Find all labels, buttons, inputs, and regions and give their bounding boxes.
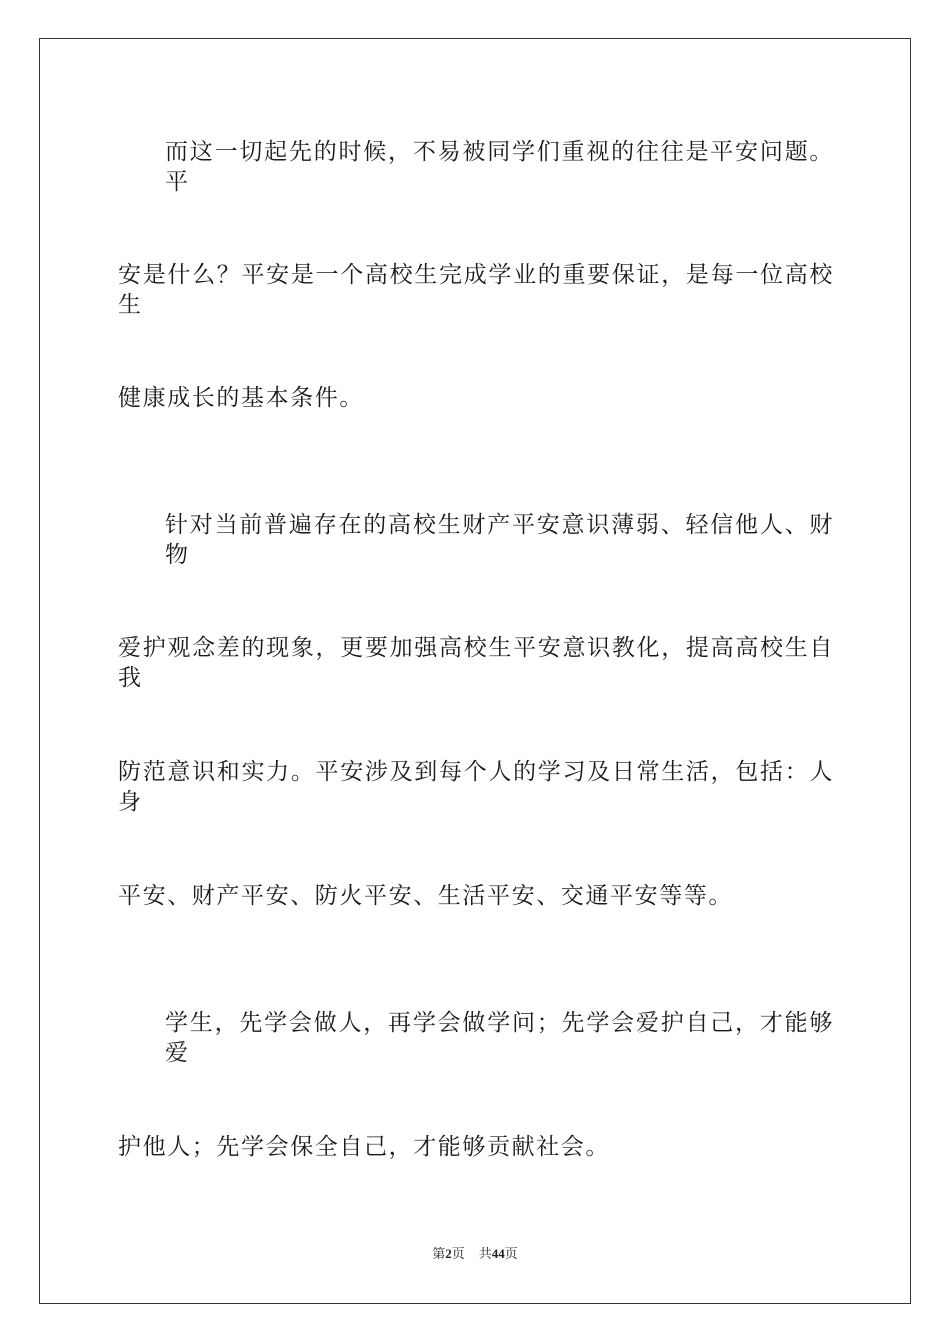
footer-total-pages: 44 bbox=[491, 1246, 505, 1261]
paragraph-2-line-4: 平安、财产平安、防火平安、生活平安、交通平安等等。 bbox=[118, 883, 733, 909]
footer-page-prefix: 第 bbox=[432, 1246, 446, 1261]
paragraph-1-line-3: 健康成长的基本条件。 bbox=[118, 385, 364, 411]
page-footer bbox=[0, 1245, 950, 1263]
footer-page-suffix: 页 bbox=[451, 1246, 465, 1261]
paragraph-2-line-3: 防范意识和实力。平安涉及到每个人的学习及日常生活，包括：人身 bbox=[118, 759, 834, 815]
paragraph-2-line-1: 针对当前普遍存在的高校生财产平安意识薄弱、轻信他人、财物 bbox=[165, 512, 834, 568]
footer-total-suffix: 页 bbox=[504, 1246, 518, 1261]
paragraph-2-line-2: 爱护观念差的现象，更要加强高校生平安意识教化，提高高校生自我 bbox=[118, 635, 834, 691]
paragraph-1-line-1: 而这一切起先的时候，不易被同学们重视的往往是平安问题。平 bbox=[165, 139, 834, 195]
paragraph-3-line-1: 学生，先学会做人，再学会做学问；先学会爱护自己，才能够爱 bbox=[165, 1010, 834, 1066]
footer-page-number: 2 bbox=[445, 1246, 452, 1261]
paragraph-1-line-2: 安是什么？平安是一个高校生完成学业的重要保证，是每一位高校生 bbox=[118, 262, 834, 318]
paragraph-3-line-2: 护他人；先学会保全自己，才能够贡献社会。 bbox=[118, 1134, 610, 1160]
footer-total-prefix: 共 bbox=[478, 1246, 492, 1261]
